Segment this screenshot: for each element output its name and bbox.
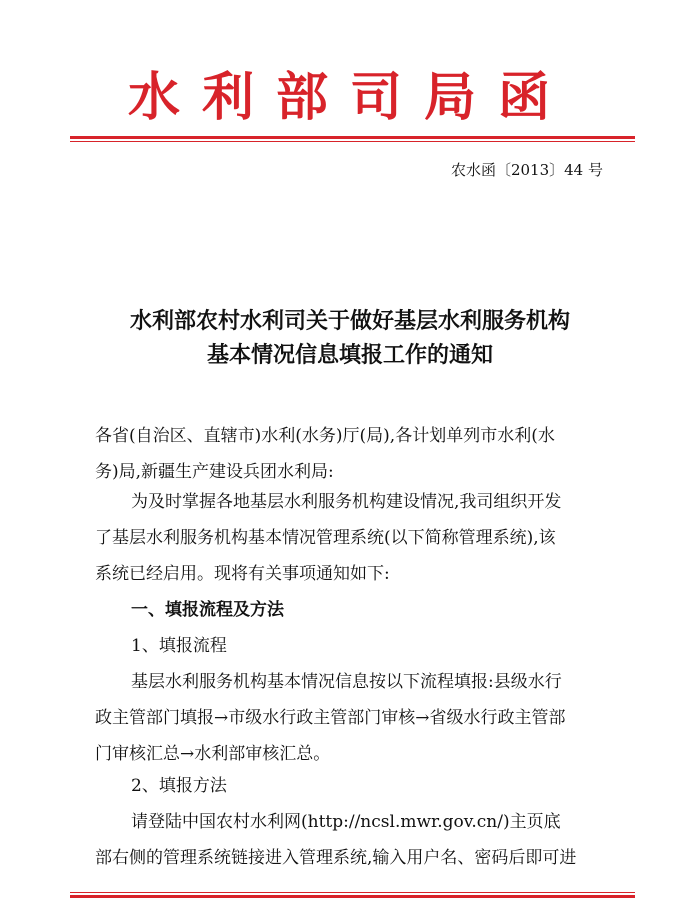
intro-line: 为及时掌握各地基层水利服务机构建设情况,我司组织开发: [131, 492, 562, 512]
letterhead-rule-thick: [70, 136, 635, 139]
flow-line: 门审核汇总→水利部审核汇总。: [95, 744, 331, 764]
recipients-paragraph: [95, 418, 615, 490]
subsection-heading-flow: 1、填报流程: [131, 636, 227, 656]
letterhead-title: 水利部司局函: [127, 67, 572, 128]
method-line: 请登陆中国农村水利网(http://ncsl.mwr.gov.cn/)主页底: [131, 812, 561, 832]
method-paragraph: [95, 804, 615, 876]
intro-paragraph: [95, 484, 615, 592]
footer-rule-thin: [70, 892, 635, 893]
flow-line: 政主管部门填报→市级水行政主管部门审核→省级水行政主管部: [95, 708, 566, 728]
subsection-heading-method: 2、填报方法: [131, 776, 227, 796]
document-number: 农水函〔2013〕44 号: [450, 161, 603, 179]
section-heading: 一、填报流程及方法: [131, 600, 284, 620]
notice-title-line-2: 基本情况信息填报工作的通知: [206, 342, 493, 368]
flow-line: 基层水利服务机构基本情况信息按以下流程填报:县级水行: [131, 672, 562, 692]
recipients-line: 务)局,新疆生产建设兵团水利局:: [95, 462, 334, 482]
recipients-line: 各省(自治区、直辖市)水利(水务)厅(局),各计划单列市水利(水: [95, 426, 555, 446]
notice-title-line-1: 水利部农村水利司关于做好基层水利服务机构: [129, 308, 570, 334]
intro-line: 系统已经启用。现将有关事项通知如下:: [95, 564, 390, 584]
flow-paragraph: [95, 664, 615, 772]
method-line: 部右侧的管理系统链接进入管理系统,输入用户名、密码后即可进: [95, 848, 577, 868]
letterhead-rule-thin: [70, 141, 635, 142]
intro-line: 了基层水利服务机构基本情况管理系统(以下简称管理系统),该: [95, 528, 556, 548]
footer-rule-thick: [70, 895, 635, 898]
